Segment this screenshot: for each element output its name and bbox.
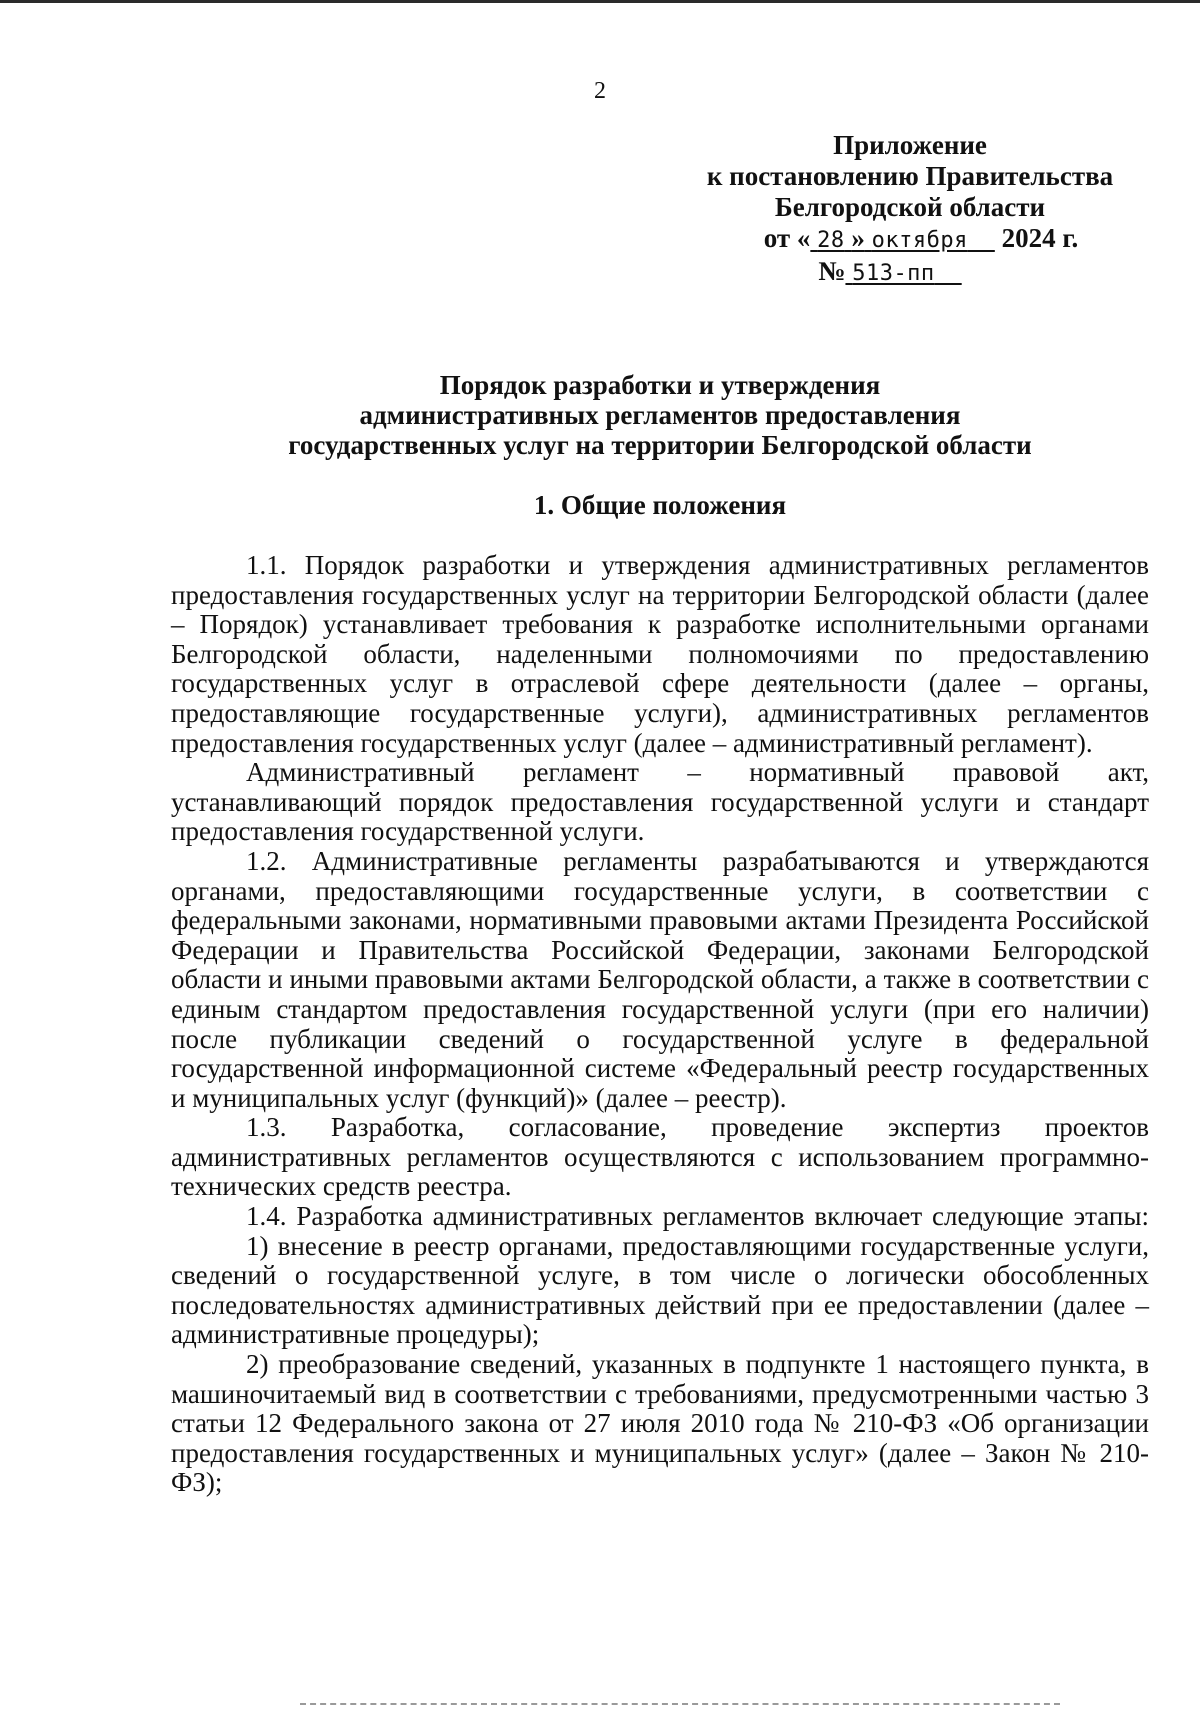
number-prefix: № [818,256,846,286]
page-bottom-edge [300,1703,1060,1705]
document-body [171,551,1149,1498]
date-day-underline [810,223,994,253]
appendix-number [640,256,1140,289]
document-title-line: Порядок разработки и утверждения [439,370,881,400]
date-mid: » [851,223,865,253]
appendix-reference: к постановлению Правительства [706,161,1114,191]
document-title [170,370,1150,460]
document-number: 513-пп [852,261,935,286]
page-number: 2 [594,78,606,104]
date-month: октября [871,228,968,253]
appendix-region: Белгородской области [774,192,1046,222]
appendix-title: Приложение [833,130,987,160]
paragraph-1-4: 1.4. Разработка административных регламентов включает следующие этапы: [246,1201,1149,1232]
paragraph-item-1: 1) внесение в реестр органами, предоставляющими государственные услуги, сведений о государственной услуге, в том числе о логически обособленных последовательностях административных действий при ее предоставлении (далее – административные процедуры); [171,1230,1149,1350]
paragraph-1-3: 1.3. Разработка, согласование, проведение экспертиз проектов административных регламентов осуществляются с использованием программно-технических средств реестра. [171,1112,1149,1202]
document-title-line: государственных услуг на территории Белгородской области [288,430,1032,460]
section-heading: 1. Общие положения [533,490,787,520]
document-title-line: административных регламентов предоставления [359,400,961,430]
appendix-block [680,130,1140,289]
paragraph-1-1: 1.1. Порядок разработки и утверждения административных регламентов предоставления государственных услуг на территории Белгородской области (далее – Порядок) устанавливает требования к разработке исполнительными органами Белгородской области, наделенными полномочиями по предоставлению государственных услуг в отраслевой сфере деятельности (далее – органы, предоставляющие государственные услуги), административных регламентов предоставления государственных услуг (далее – административный регламент). [171,550,1149,758]
date-day: 28 [817,228,845,253]
paragraph-item-2: 2) преобразование сведений, указанных в подпункте 1 настоящего пункта, в машиночитаемый вид в соответствии с требованиями, предусмотренными частью 3 статьи 12 Федерального закона от 27 июля 2010 года № 210-ФЗ «Об организации предоставления государственных и муниципальных услуг» (далее – Закон № 210-ФЗ); [171,1349,1149,1498]
number-underline [845,256,961,286]
page-top-edge [0,0,1200,3]
date-year: 2024 г. [1001,223,1079,253]
date-prefix: от « [763,223,811,253]
paragraph-definition: Административный регламент – нормативный правовой акт, устанавливающий порядок предоставления государственной услуги и стандарт предоставления государственной услуги. [171,757,1149,847]
appendix-date [702,223,1140,256]
paragraph-1-2: 1.2. Административные регламенты разрабатываются и утверждаются органами, предоставляющими государственные услуги, в соответствии с федеральными законами, нормативными правовыми актами Президента Российской Федерации и Правительства Российской Федерации, законами Белгородской области и иными правовыми актами Белгородской области, а также в соответствии с единым стандартом предоставления государственной услуги (при его наличии) после публикации сведений о государственной услуге в федеральной государственной информационной системе «Федеральный реестр государственных и муниципальных услуг (функций)» (далее – реестр). [171,845,1149,1113]
